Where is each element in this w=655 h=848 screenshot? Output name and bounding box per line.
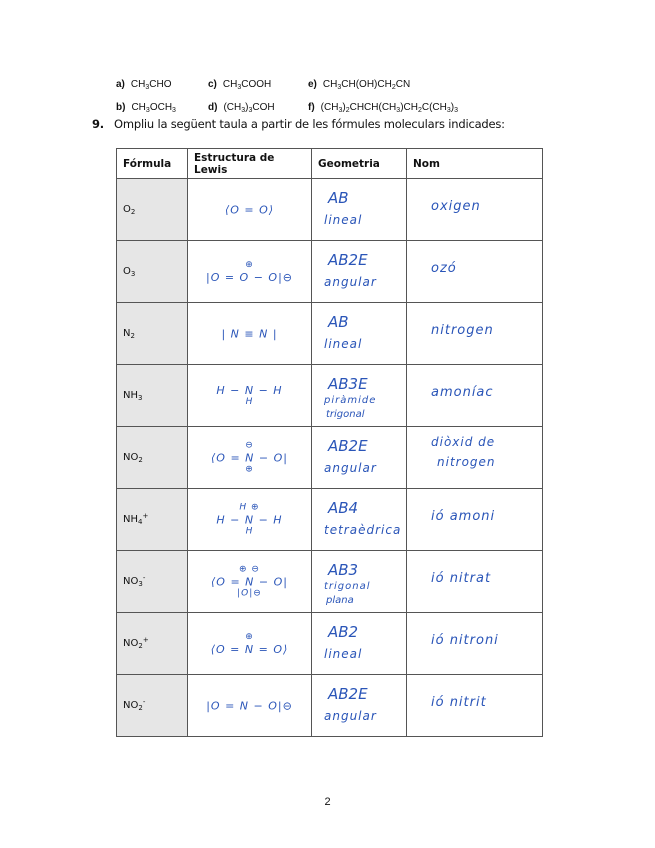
cell-geometry xyxy=(312,303,407,365)
header-name: Nom xyxy=(407,149,543,179)
lewis-structure xyxy=(188,502,311,537)
compound-name: amoníac xyxy=(431,385,494,400)
formula-item-c: c) $CH_3COOH$ xyxy=(208,79,272,91)
cell-lewis xyxy=(188,179,312,241)
cell-name xyxy=(407,241,543,303)
cell-lewis xyxy=(188,241,312,303)
table-row xyxy=(117,365,543,427)
lewis-main: ⟨O = N − O| xyxy=(211,575,288,588)
compound-name: diòxid de xyxy=(431,435,496,449)
lewis-top: ⊕ ⊖ xyxy=(239,564,260,574)
lewis-structure xyxy=(188,564,311,599)
cell-geometry xyxy=(312,241,407,303)
lewis-structure xyxy=(188,203,311,216)
compound-name: ió amoni xyxy=(431,509,496,524)
cell-geometry xyxy=(312,365,407,427)
compound-name: ió nitrat xyxy=(431,571,492,586)
geometry-name: lineal xyxy=(324,647,363,661)
table-row xyxy=(117,179,543,241)
cell-lewis xyxy=(188,427,312,489)
page-number: 2 xyxy=(324,796,331,808)
formula-f-text: $(CH_3)_2CHCH(CH_3)CH_2C(CH_3)_3$ xyxy=(320,102,459,114)
table-row xyxy=(117,551,543,613)
compound-name: oxigen xyxy=(431,199,481,214)
geometry-name-2: plana xyxy=(326,595,354,606)
cell-lewis xyxy=(188,551,312,613)
cell-formula xyxy=(117,303,188,365)
lewis-structure xyxy=(188,260,311,284)
formula-item-e: e) $CH_3CH(OH)CH_2CN$ xyxy=(308,79,411,91)
question-number: 9. xyxy=(92,117,104,131)
formula-text: $O_2$ xyxy=(123,204,136,216)
cell-name xyxy=(407,489,543,551)
lewis-main: | N ≡ N | xyxy=(221,327,278,340)
cell-lewis xyxy=(188,303,312,365)
formula-text: $NH_4^+$ xyxy=(123,512,149,526)
table-row xyxy=(117,675,543,737)
geometry-name-2: trigonal xyxy=(326,409,365,420)
formula-c-text: $CH_3COOH$ xyxy=(222,79,272,91)
formula-d-text: $(CH_3)_3COH$ xyxy=(223,102,275,114)
compound-name: ió nitrit xyxy=(431,695,487,710)
table-row xyxy=(117,241,543,303)
cell-geometry xyxy=(312,489,407,551)
header-lewis: Estructura de Lewis xyxy=(188,149,312,179)
cell-formula xyxy=(117,551,188,613)
table-row xyxy=(117,427,543,489)
geometry-formula: AB xyxy=(328,189,349,207)
geometry-formula: AB2E xyxy=(328,251,368,269)
cell-name xyxy=(407,427,543,489)
cell-name xyxy=(407,179,543,241)
table-body xyxy=(117,179,543,737)
cell-lewis xyxy=(188,365,312,427)
lewis-main: ⟨O = N − O| xyxy=(211,451,288,464)
geometry-formula: AB3 xyxy=(328,561,359,579)
cell-formula xyxy=(117,613,188,675)
formula-text: $NO_2$ xyxy=(123,452,143,464)
formula-e-text: $CH_3CH(OH)CH_2CN$ xyxy=(322,79,411,91)
formula-b-text: $CH_3OCH_3$ xyxy=(131,102,176,114)
cell-lewis xyxy=(188,489,312,551)
compound-name: ió nitroni xyxy=(431,633,499,648)
formula-text: $N_2$ xyxy=(123,328,135,340)
cell-geometry xyxy=(312,179,407,241)
cell-geometry xyxy=(312,613,407,675)
cell-name xyxy=(407,613,543,675)
lewis-main: |O = N − O|⊖ xyxy=(206,699,293,712)
question-text: Ompliu la següent taula a partir de les fórmules moleculars indicades: xyxy=(113,117,505,131)
formula-item-d: d) $(CH_3)_3COH$ xyxy=(208,102,275,114)
cell-geometry xyxy=(312,675,407,737)
lewis-bottom: H xyxy=(245,396,254,407)
cell-name xyxy=(407,551,543,613)
answer-table xyxy=(116,148,543,737)
formula-text: $NH_3$ xyxy=(123,390,143,402)
lewis-top: ⊕ xyxy=(245,259,254,270)
formula-item-b: b) $CH_3OCH_3$ xyxy=(116,102,176,114)
cell-geometry xyxy=(312,427,407,489)
compound-name: nitrogen xyxy=(431,323,494,338)
geometry-name: piràmide xyxy=(324,395,377,406)
formula-item-f: f) $(CH_3)_2CHCH(CH_3)CH_2C(CH_3)_3$ xyxy=(308,102,459,114)
lewis-structure xyxy=(188,440,311,475)
cell-lewis xyxy=(188,675,312,737)
lewis-top: H ⊕ xyxy=(239,502,260,512)
cell-formula xyxy=(117,365,188,427)
lewis-bottom: ⊕ xyxy=(245,464,254,474)
lewis-bottom: |O|⊖ xyxy=(237,588,262,598)
cell-formula xyxy=(117,241,188,303)
lewis-structure xyxy=(188,632,311,656)
geometry-name: angular xyxy=(324,275,377,289)
table-row xyxy=(117,613,543,675)
formula-item-a: a) $CH_3CHO$ xyxy=(116,79,172,91)
formula-text: $NO_3^-$ xyxy=(123,574,146,588)
cell-name xyxy=(407,675,543,737)
geometry-formula: AB2 xyxy=(328,623,359,641)
cell-name xyxy=(407,303,543,365)
formula-text: $NO_2^+$ xyxy=(123,636,149,650)
cell-geometry xyxy=(312,551,407,613)
lewis-bottom: H xyxy=(245,526,254,536)
geometry-name: angular xyxy=(324,461,377,475)
cell-formula xyxy=(117,427,188,489)
lewis-top: ⊖ xyxy=(245,440,254,450)
lewis-structure xyxy=(188,327,311,340)
table-row xyxy=(117,489,543,551)
lewis-main: |O = O − O|⊖ xyxy=(205,270,294,284)
lewis-main: H − N − H xyxy=(216,513,283,526)
question-9 xyxy=(92,117,505,131)
geometry-name: tetraèdrica xyxy=(324,523,402,537)
table-header-row xyxy=(117,149,543,179)
header-geometry: Geometria xyxy=(312,149,407,179)
compound-name: ozó xyxy=(431,261,457,276)
geometry-formula: AB3E xyxy=(328,375,368,393)
lewis-main: ⟨O = N = O⟩ xyxy=(210,642,289,656)
formula-a-text: $CH_3CHO$ xyxy=(130,79,172,91)
lewis-main: H − N − H xyxy=(216,383,283,397)
compound-name-2: nitrogen xyxy=(437,455,496,469)
cell-formula xyxy=(117,675,188,737)
lewis-structure xyxy=(188,699,311,712)
lewis-structure xyxy=(188,384,311,408)
geometry-name: lineal xyxy=(324,213,363,227)
lewis-main: ⟨O = O⟩ xyxy=(224,203,275,216)
formula-text: $O_3$ xyxy=(123,266,136,278)
header-formula: Fórmula xyxy=(117,149,188,179)
geometry-formula: AB2E xyxy=(328,437,368,455)
formula-text: $NO_2^-$ xyxy=(123,698,146,712)
geometry-name: lineal xyxy=(324,337,363,351)
cell-name xyxy=(407,365,543,427)
geometry-name: angular xyxy=(324,709,377,723)
cell-lewis xyxy=(188,613,312,675)
table-row xyxy=(117,303,543,365)
geometry-formula: AB xyxy=(328,313,349,331)
cell-formula xyxy=(117,179,188,241)
geometry-formula: AB2E xyxy=(328,685,368,703)
geometry-name: trigonal xyxy=(324,581,371,592)
geometry-formula: AB4 xyxy=(328,499,359,517)
lewis-top: ⊕ xyxy=(245,631,254,642)
cell-formula xyxy=(117,489,188,551)
